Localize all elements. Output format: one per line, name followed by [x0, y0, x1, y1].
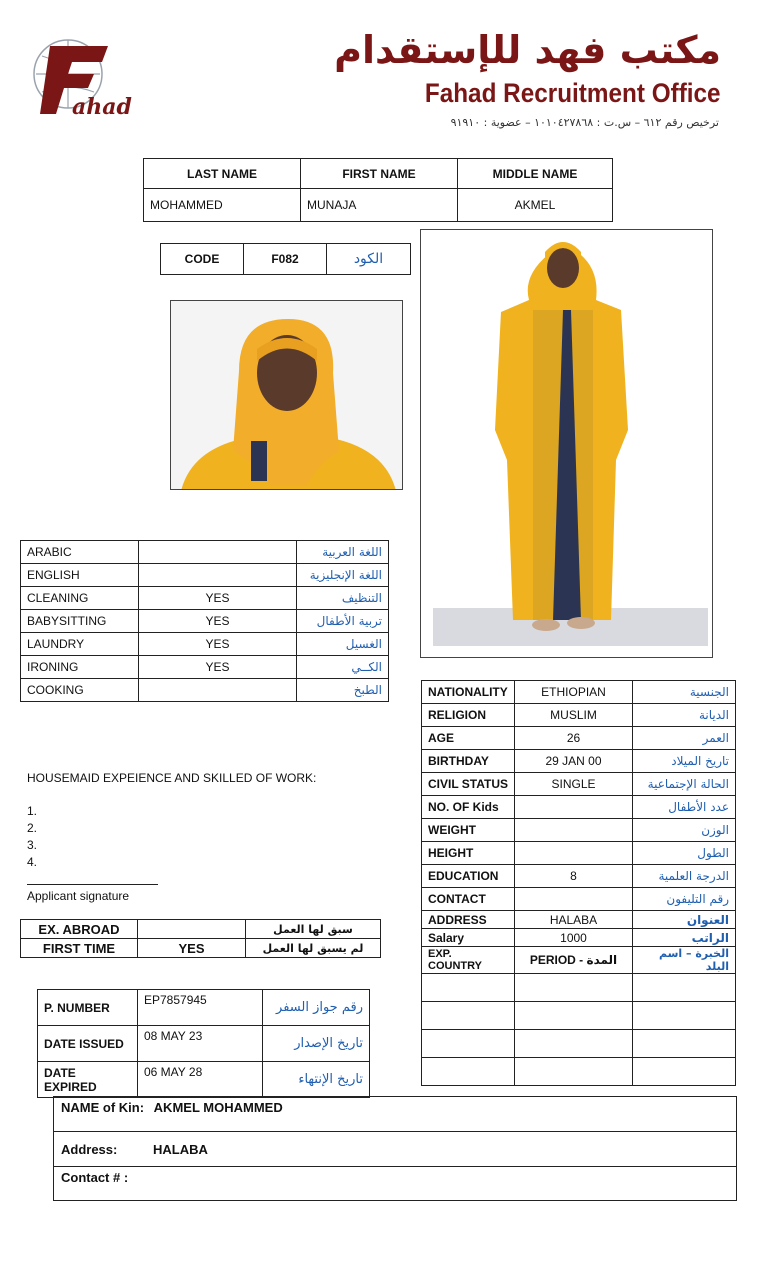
detail-label: CIVIL STATUS: [422, 773, 515, 796]
skill-label-ar: الكــي: [297, 656, 389, 679]
detail-label-ar: الدرجة العلمية: [633, 865, 736, 888]
kin-contact-cell: [54, 1167, 737, 1201]
abroad-label: EX. ABROAD: [21, 920, 138, 939]
detail-value: SINGLE: [515, 773, 633, 796]
table-row: [422, 947, 736, 974]
table-row: [21, 633, 389, 656]
detail-value: 29 JAN 00: [515, 750, 633, 773]
license-info: ترخيص رقم ٦١٢ – س.ت : ١٠١٠٤٢٧٨٦٨ – عضوية : ٩١٩١٠: [450, 116, 719, 129]
signature-line: [27, 884, 158, 885]
detail-value: [515, 796, 633, 819]
abroad-value: YES: [138, 939, 246, 958]
portrait-photo-icon: [171, 301, 403, 490]
portrait-photo: [170, 300, 403, 490]
detail-label: WEIGHT: [422, 819, 515, 842]
table-row: [38, 1062, 370, 1098]
empty-cell: [515, 1058, 633, 1086]
passport-value: 06 MAY 28: [138, 1062, 263, 1098]
company-title-en: Fahad Recruitment Office: [425, 78, 721, 108]
detail-label: BIRTHDAY: [422, 750, 515, 773]
detail-label: Salary: [422, 929, 515, 947]
code-label: CODE: [161, 244, 244, 275]
kin-name-value: AKMEL MOHAMMED: [153, 1100, 283, 1115]
detail-value: HALABA: [515, 911, 633, 929]
passport-label: P. NUMBER: [38, 990, 138, 1026]
table-row: [54, 1167, 737, 1201]
skill-value: YES: [139, 633, 297, 656]
experience-title: HOUSEMAID EXPEIENCE AND SKILLED OF WORK:: [27, 771, 317, 785]
first-name-header: FIRST NAME: [301, 159, 458, 189]
detail-label: AGE: [422, 727, 515, 750]
first-name-value: MUNAJA: [301, 189, 458, 222]
skill-label: CLEANING: [21, 587, 139, 610]
table-row: [422, 929, 736, 947]
table-row: [422, 888, 736, 911]
full-body-photo-icon: [421, 230, 713, 658]
last-name-header: LAST NAME: [144, 159, 301, 189]
passport-label: DATE EXPIRED: [38, 1062, 138, 1098]
detail-label: NO. OF Kids: [422, 796, 515, 819]
detail-label-ar: العمر: [633, 727, 736, 750]
details-table: [421, 680, 736, 1086]
detail-label: EDUCATION: [422, 865, 515, 888]
table-row: [21, 920, 381, 939]
table-row: [422, 796, 736, 819]
middle-name-value: AKMEL: [458, 189, 613, 222]
skill-label-ar: اللغة الإنجليزية: [297, 564, 389, 587]
passport-label: DATE ISSUED: [38, 1026, 138, 1062]
last-name-value: MOHAMMED: [144, 189, 301, 222]
table-row: [422, 727, 736, 750]
empty-cell: [422, 1030, 515, 1058]
middle-name-header: MIDDLE NAME: [458, 159, 613, 189]
skill-label-ar: تربية الأطفال: [297, 610, 389, 633]
detail-label-ar: تاريخ الميلاد: [633, 750, 736, 773]
period-header: PERIOD - المدة: [515, 947, 633, 974]
table-row: [422, 842, 736, 865]
code-label-ar: الكود: [327, 244, 411, 275]
passport-label-ar: تاريخ الإنتهاء: [263, 1062, 370, 1098]
detail-value: 8: [515, 865, 633, 888]
logo-text: ahad: [72, 94, 132, 120]
detail-label-ar: الوزن: [633, 819, 736, 842]
detail-value: [515, 842, 633, 865]
detail-label-ar: الجنسية: [633, 681, 736, 704]
company-logo: [28, 34, 130, 126]
skill-value: YES: [139, 587, 297, 610]
detail-value: 26: [515, 727, 633, 750]
skill-value: [139, 564, 297, 587]
skill-label-ar: التنظيف: [297, 587, 389, 610]
detail-label-ar: الراتب: [633, 929, 736, 947]
table-row: [38, 990, 370, 1026]
passport-label-ar: رقم جواز السفر: [263, 990, 370, 1026]
passport-value: EP7857945: [138, 990, 263, 1026]
skill-value: YES: [139, 656, 297, 679]
kin-address-label: Address:: [61, 1141, 118, 1157]
table-row: [422, 865, 736, 888]
table-row: [21, 939, 381, 958]
empty-cell: [422, 1002, 515, 1030]
detail-label: NATIONALITY: [422, 681, 515, 704]
detail-label-ar: عدد الأطفال: [633, 796, 736, 819]
skills-table: [20, 540, 389, 702]
table-row: [21, 656, 389, 679]
table-row: [21, 679, 389, 702]
skill-label-ar: اللغة العربية: [297, 541, 389, 564]
empty-cell: [633, 1002, 736, 1030]
detail-label: HEIGHT: [422, 842, 515, 865]
table-row: [38, 1026, 370, 1062]
kin-contact-label: Contact # :: [61, 1170, 129, 1185]
table-row: [21, 587, 389, 610]
detail-value: 1000: [515, 929, 633, 947]
detail-label-ar: رقم التليفون: [633, 888, 736, 911]
table-row: [422, 974, 736, 1002]
detail-value: [515, 819, 633, 842]
table-row: [422, 1030, 736, 1058]
table-row: [422, 819, 736, 842]
skill-label: ARABIC: [21, 541, 139, 564]
empty-cell: [422, 1058, 515, 1086]
skill-label: LAUNDRY: [21, 633, 139, 656]
detail-label: CONTACT: [422, 888, 515, 911]
skill-value: [139, 541, 297, 564]
name-table: [143, 158, 613, 222]
table-row: [54, 1097, 737, 1132]
table-row: [422, 704, 736, 727]
empty-cell: [633, 974, 736, 1002]
skill-label: COOKING: [21, 679, 139, 702]
empty-cell: [633, 1058, 736, 1086]
passport-label-ar: تاريخ الإصدار: [263, 1026, 370, 1062]
table-row: [422, 911, 736, 929]
detail-value: MUSLIM: [515, 704, 633, 727]
table-row: [54, 1132, 737, 1167]
kin-name-label: NAME of Kin:: [61, 1100, 145, 1115]
table-row: [422, 773, 736, 796]
skill-label-ar: الطبخ: [297, 679, 389, 702]
table-row: [422, 750, 736, 773]
detail-label-ar: الطول: [633, 842, 736, 865]
detail-label-ar: الديانة: [633, 704, 736, 727]
experience-item: 3.: [27, 838, 38, 852]
detail-label: RELIGION: [422, 704, 515, 727]
exp-country-header: EXP. COUNTRY: [422, 947, 515, 974]
empty-cell: [515, 1030, 633, 1058]
table-row: [422, 1058, 736, 1086]
empty-cell: [633, 1030, 736, 1058]
experience-item: 2.: [27, 821, 38, 835]
table-row: [21, 541, 389, 564]
empty-cell: [422, 974, 515, 1002]
full-body-photo: [420, 229, 713, 658]
kin-table: [53, 1096, 737, 1201]
skill-label: IRONING: [21, 656, 139, 679]
experience-item: 4.: [27, 855, 38, 869]
code-value: F082: [244, 244, 327, 275]
skill-value: YES: [139, 610, 297, 633]
detail-label-ar: الحالة الإجتماعية: [633, 773, 736, 796]
detail-value: [515, 888, 633, 911]
abroad-table: [20, 919, 381, 958]
table-row: [21, 610, 389, 633]
passport-value: 08 MAY 23: [138, 1026, 263, 1062]
kin-name-cell: [54, 1097, 737, 1132]
experience-item: 1.: [27, 804, 38, 818]
detail-value: ETHIOPIAN: [515, 681, 633, 704]
empty-cell: [515, 974, 633, 1002]
detail-label: ADDRESS: [422, 911, 515, 929]
table-row: [21, 564, 389, 587]
skill-label: ENGLISH: [21, 564, 139, 587]
skill-value: [139, 679, 297, 702]
signature-label: Applicant signature: [27, 889, 130, 903]
kin-address-cell: [54, 1132, 737, 1167]
abroad-label-ar: سبق لها العمل: [246, 920, 381, 939]
skill-label: BABYSITTING: [21, 610, 139, 633]
exp-country-header-ar: الخبرة – اسم البلد: [633, 947, 736, 974]
empty-cell: [515, 1002, 633, 1030]
table-row: [422, 681, 736, 704]
kin-address-value: HALABA: [152, 1141, 208, 1157]
detail-label-ar: العنوان: [633, 911, 736, 929]
skill-label-ar: الغسيل: [297, 633, 389, 656]
company-title-ar: مكتب فهد للإستقدام: [334, 28, 721, 72]
passport-table: [37, 989, 370, 1098]
code-table: [160, 243, 411, 275]
abroad-label: FIRST TIME: [21, 939, 138, 958]
table-row: [422, 1002, 736, 1030]
abroad-value: [138, 920, 246, 939]
abroad-label-ar: لم يسبق لها العمل: [246, 939, 381, 958]
